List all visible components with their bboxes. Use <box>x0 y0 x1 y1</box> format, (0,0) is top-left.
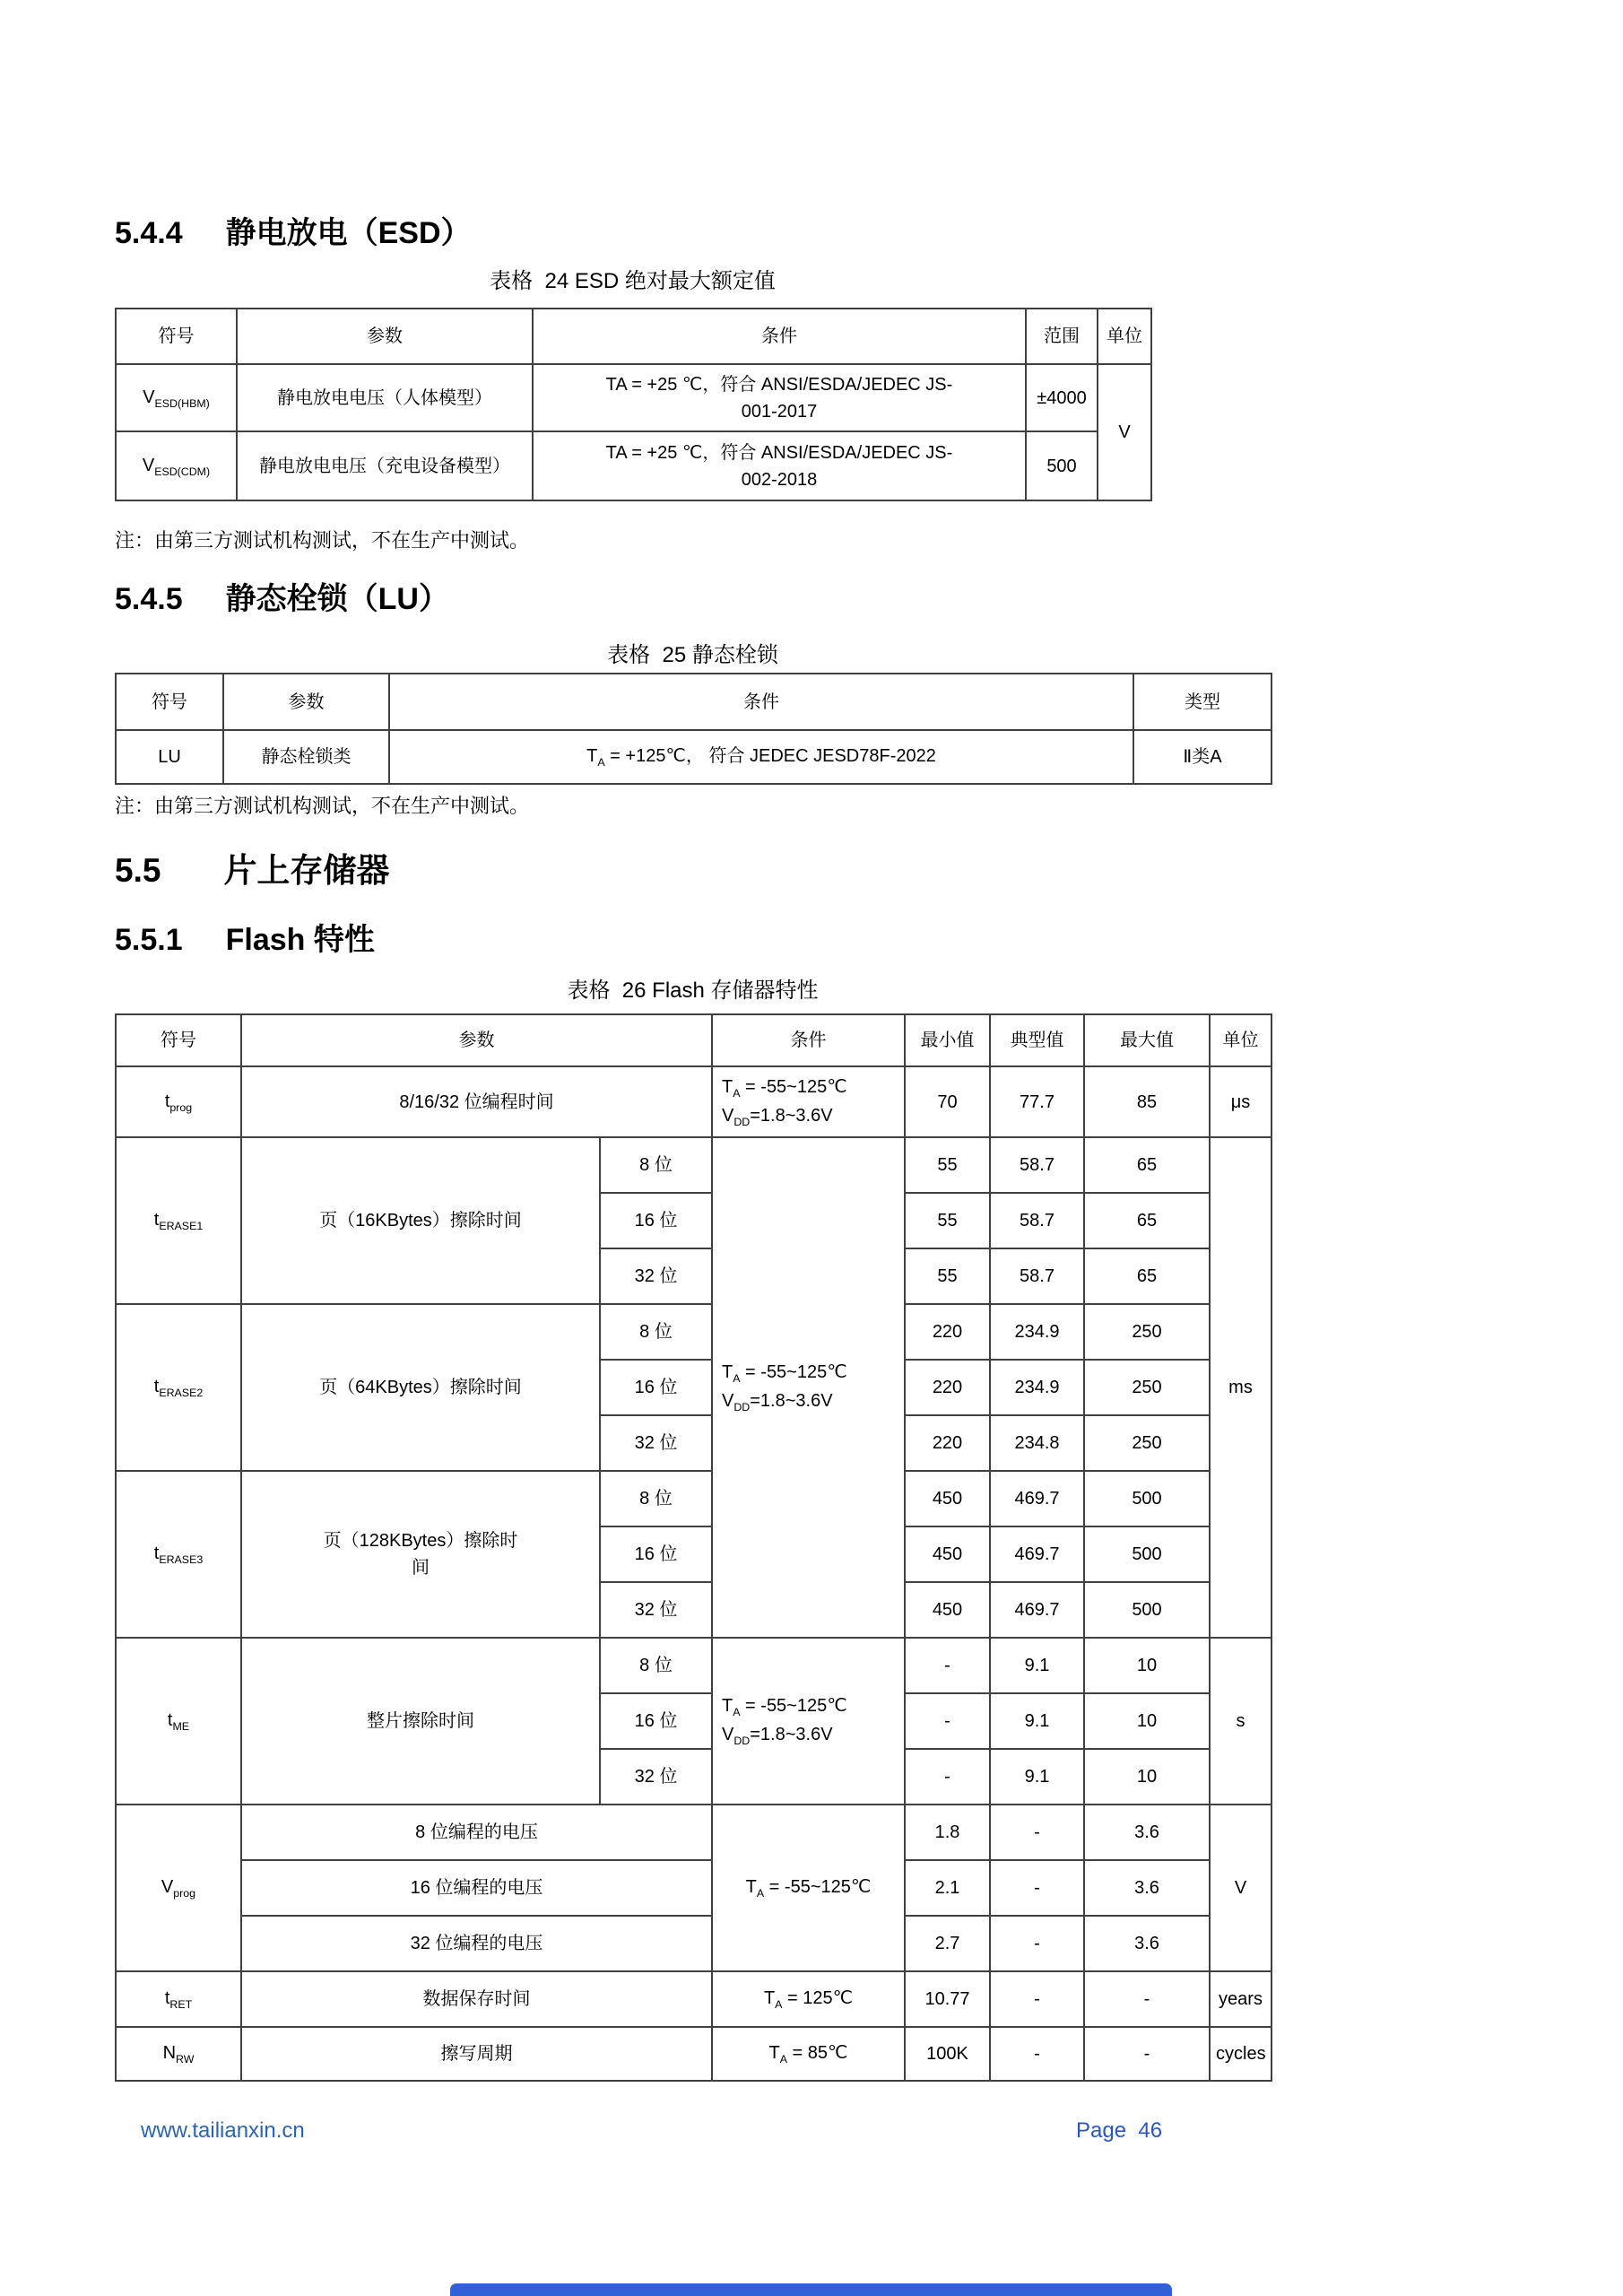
table-cell: TA = +25 ℃，符合 ANSI/ESDA/JEDEC JS- 002-2018 <box>533 431 1026 500</box>
table-cell: 9.1 <box>990 1693 1084 1749</box>
table-cell: - <box>990 1971 1084 2027</box>
table-cell: 220 <box>905 1360 990 1415</box>
table-cell: - <box>1084 2027 1210 2081</box>
table-cell: - <box>990 2027 1084 2081</box>
column-header-cell: 最小值 <box>905 1014 990 1066</box>
table-cell: $t_{ERASE2}$ <box>116 1304 241 1471</box>
table-cell: 469.7 <box>990 1526 1084 1582</box>
column-header-cell: 单位 <box>1210 1014 1271 1066</box>
table-cell: 16 位编程的电压 <box>241 1860 712 1916</box>
section-heading-5-5 <box>115 843 389 891</box>
table-cell: 220 <box>905 1304 990 1360</box>
bottom-accent-bar <box>450 2283 1172 2296</box>
table26-caption: 表格 26 Flash 存储器特性 <box>567 978 819 1003</box>
table-cell: - <box>1084 1971 1210 2027</box>
table-cell: 整片擦除时间 <box>241 1638 600 1805</box>
table-cell: V <box>1210 1805 1271 1971</box>
column-header-cell: 参数 <box>237 309 533 364</box>
table-cell: 静电放电电压（充电设备模型） <box>237 431 533 500</box>
table25-caption: 表格 25 静态栓锁 <box>607 643 778 667</box>
table-cell: 1.8 <box>905 1805 990 1860</box>
table-cell: 250 <box>1084 1304 1210 1360</box>
column-header-cell: 参数 <box>241 1014 712 1066</box>
column-header-cell: 条件 <box>389 674 1133 730</box>
table-cell: ±4000 <box>1026 364 1098 431</box>
table-cell: 页（16KBytes）擦除时间 <box>241 1137 600 1304</box>
table-cell: 32 位 <box>600 1582 712 1638</box>
flash-characteristics-table <box>115 1013 1272 2082</box>
column-header-cell: 条件 <box>712 1014 905 1066</box>
table-cell: $T_A$ = -55~125℃ $V_{DD}=1.8\sim 3.6V$ <box>712 1137 905 1638</box>
column-header-cell: 符号 <box>116 1014 241 1066</box>
table-cell: 500 <box>1026 431 1098 500</box>
column-header-cell: 类型 <box>1133 674 1271 730</box>
table-cell: 234.8 <box>990 1415 1084 1471</box>
table-cell: - <box>990 1860 1084 1916</box>
esd-note: 注：由第三方测试机构测试，不在生产中测试。 <box>115 529 530 552</box>
table-cell: 3.6 <box>1084 1916 1210 1971</box>
section-title: 静电放电（ESD） <box>225 216 472 250</box>
column-header-cell: 单位 <box>1098 309 1151 364</box>
table-cell: $t_{RET}$ <box>116 1971 241 2027</box>
table-cell: $T_A$ = +125℃， 符合 JEDEC JESD78F-2022 <box>389 730 1133 784</box>
table-cell: μs <box>1210 1066 1271 1137</box>
table-cell: 2.1 <box>905 1860 990 1916</box>
table-cell: 10 <box>1084 1749 1210 1805</box>
table-cell: $V_{ESD(CDM)}$ <box>116 431 237 500</box>
table-cell: Ⅱ类A <box>1133 730 1271 784</box>
table-cell: 9.1 <box>990 1749 1084 1805</box>
section-number: 5.4.4 <box>115 216 183 250</box>
table-cell: 234.9 <box>990 1360 1084 1415</box>
esd-abs-max-table <box>115 308 1152 501</box>
page-number: Page 46 <box>1076 2118 1163 2143</box>
table-cell: 500 <box>1084 1582 1210 1638</box>
table-cell: $t_{ERASE3}$ <box>116 1471 241 1638</box>
table-cell: 8/16/32 位编程时间 <box>241 1066 712 1137</box>
column-header-cell: 典型值 <box>990 1014 1084 1066</box>
section-title: Flash 特性 <box>225 923 375 957</box>
table-cell: 9.1 <box>990 1638 1084 1693</box>
table-cell: 页（64KBytes）擦除时间 <box>241 1304 600 1471</box>
latchup-table <box>115 673 1272 785</box>
table-cell: 469.7 <box>990 1582 1084 1638</box>
table-cell: 500 <box>1084 1526 1210 1582</box>
table-cell: 65 <box>1084 1137 1210 1193</box>
table-cell: 16 位 <box>600 1526 712 1582</box>
table-cell: 3.6 <box>1084 1860 1210 1916</box>
table-cell: 32 位 <box>600 1749 712 1805</box>
table-cell: 10 <box>1084 1638 1210 1693</box>
site-link[interactable]: www.tailianxin.cn <box>141 2118 305 2143</box>
table-cell: 65 <box>1084 1193 1210 1248</box>
table24-caption: 表格 24 ESD 绝对最大额定值 <box>490 269 776 293</box>
table-cell: 58.7 <box>990 1193 1084 1248</box>
table-cell: 10.77 <box>905 1971 990 2027</box>
table-cell: 450 <box>905 1582 990 1638</box>
section-number: 5.5 <box>115 852 161 889</box>
latchup-note: 注：由第三方测试机构测试，不在生产中测试。 <box>115 795 530 817</box>
table-cell: 250 <box>1084 1415 1210 1471</box>
table-cell: LU <box>116 730 223 784</box>
table-cell: 469.7 <box>990 1471 1084 1526</box>
table-cell: 8 位 <box>600 1137 712 1193</box>
table-cell: $T_A$ = -55~125℃ <box>712 1805 905 1971</box>
section-number: 5.5.1 <box>115 923 183 957</box>
table-cell: 220 <box>905 1415 990 1471</box>
table-cell: 55 <box>905 1248 990 1304</box>
table-cell: - <box>905 1638 990 1693</box>
table-cell: 8 位 <box>600 1471 712 1526</box>
table-cell: 10 <box>1084 1693 1210 1749</box>
table-cell: 250 <box>1084 1360 1210 1415</box>
table-cell: 8 位编程的电压 <box>241 1805 712 1860</box>
table-cell: 55 <box>905 1193 990 1248</box>
table-cell: 8 位 <box>600 1304 712 1360</box>
table-cell: 58.7 <box>990 1248 1084 1304</box>
column-header-cell: 范围 <box>1026 309 1098 364</box>
column-header-cell: 符号 <box>116 674 223 730</box>
table-cell: V <box>1098 364 1151 500</box>
table-cell: $t_{prog}$ <box>116 1066 241 1137</box>
table-cell: 234.9 <box>990 1304 1084 1360</box>
table-cell: 32 位编程的电压 <box>241 1916 712 1971</box>
table-cell: 450 <box>905 1526 990 1582</box>
table-cell: 32 位 <box>600 1248 712 1304</box>
table-cell: 静电放电电压（人体模型） <box>237 364 533 431</box>
table-cell: TA = +25 ℃，符合 ANSI/ESDA/JEDEC JS- 001-2017 <box>533 364 1026 431</box>
section-title: 片上存储器 <box>223 852 390 889</box>
column-header-cell: 最大值 <box>1084 1014 1210 1066</box>
table-cell: 3.6 <box>1084 1805 1210 1860</box>
table-cell: 32 位 <box>600 1415 712 1471</box>
table-cell: $N_{RW}$ <box>116 2027 241 2081</box>
table-cell: 2.7 <box>905 1916 990 1971</box>
column-header-cell: 参数 <box>223 674 389 730</box>
table-cell: 500 <box>1084 1471 1210 1526</box>
section-heading-5-5-1 <box>115 915 375 959</box>
table-cell: $t_{ME}$ <box>116 1638 241 1805</box>
table-cell: s <box>1210 1638 1271 1805</box>
table-cell: 65 <box>1084 1248 1210 1304</box>
section-title: 静态栓锁（LU） <box>225 582 449 616</box>
table-cell: 页（128KBytes）擦除时 间 <box>241 1471 600 1638</box>
table-cell: cycles <box>1210 2027 1271 2081</box>
table-cell: - <box>990 1805 1084 1860</box>
table-cell: - <box>990 1916 1084 1971</box>
table-cell: $T_A$ = -55~125℃ $V_{DD}=1.8\sim 3.6V$ <box>712 1066 905 1137</box>
section-heading-5-4-4 <box>115 208 472 252</box>
table-cell: $T_A$ = 125℃ <box>712 1971 905 2027</box>
table-cell: 450 <box>905 1471 990 1526</box>
table-cell: 85 <box>1084 1066 1210 1137</box>
table-cell: $t_{ERASE1}$ <box>116 1137 241 1304</box>
table-cell: 16 位 <box>600 1693 712 1749</box>
section-number: 5.4.5 <box>115 582 183 616</box>
table-cell: 8 位 <box>600 1638 712 1693</box>
column-header-cell: 条件 <box>533 309 1026 364</box>
table-cell: 16 位 <box>600 1360 712 1415</box>
table-cell: 100K <box>905 2027 990 2081</box>
table-cell: ms <box>1210 1137 1271 1638</box>
table-cell: 55 <box>905 1137 990 1193</box>
table-cell: - <box>905 1693 990 1749</box>
table-cell: 数据保存时间 <box>241 1971 712 2027</box>
table-cell: 70 <box>905 1066 990 1137</box>
table-cell: 静态栓锁类 <box>223 730 389 784</box>
column-header-cell: 符号 <box>116 309 237 364</box>
table-cell: 擦写周期 <box>241 2027 712 2081</box>
table-cell: $T_A$ = 85℃ <box>712 2027 905 2081</box>
table-cell: $V_{prog}$ <box>116 1805 241 1971</box>
table-cell: 16 位 <box>600 1193 712 1248</box>
table-cell: $V_{ESD(HBM)}$ <box>116 364 237 431</box>
table-cell: - <box>905 1749 990 1805</box>
table-cell: $T_A$ = -55~125℃ $V_{DD}=1.8\sim 3.6V$ <box>712 1638 905 1805</box>
table-cell: 58.7 <box>990 1137 1084 1193</box>
table-cell: 77.7 <box>990 1066 1084 1137</box>
section-heading-5-4-5 <box>115 574 449 618</box>
table-cell: years <box>1210 1971 1271 2027</box>
